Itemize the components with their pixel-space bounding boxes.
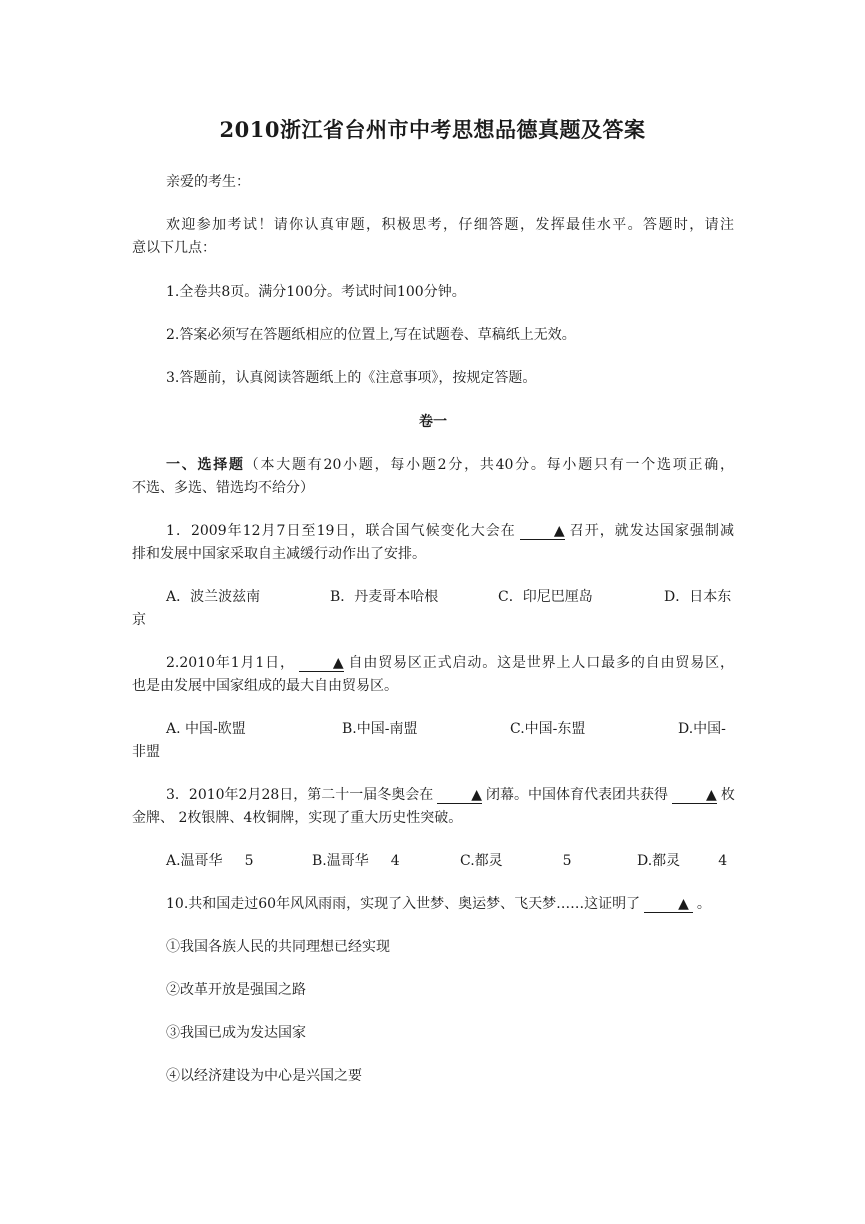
note-3: 3.答题前，认真阅读答题纸上的《注意事项》，按规定答题。 (166, 370, 537, 386)
q10-statement-3: ③我国已成为发达国家 (166, 1025, 306, 1041)
q3-option-b-count: 4 (390, 853, 400, 869)
q3-blank-2: ▲ (672, 787, 717, 804)
q2-option-a: A. 中国-欧盟 (166, 721, 246, 737)
q3-stem-b: 闭幕。中国体育代表团共获得 (486, 787, 669, 803)
q10-stem-b: 。 (696, 896, 711, 912)
q3-option-b (312, 850, 400, 873)
q3-option-b-place: B.温哥华 (312, 853, 369, 869)
q2-options (132, 718, 734, 741)
q10-statement-1: ①我国各族人民的共同理想已经实现 (166, 939, 390, 955)
q1-blank: ▲ (520, 523, 565, 540)
q2-stem-b: 自由贸易区正式启动。这是世界上人口最多的自由贸易区， (347, 655, 734, 671)
q1-option-d: D．日本东 (664, 589, 732, 605)
q3-option-c-place: C.都灵 (460, 853, 503, 869)
q2-blank: ▲ (299, 655, 344, 672)
note-1: 1.全卷共8页。满分100分。考试时间100分钟。 (166, 284, 466, 300)
q2-stem-a: 2.2010年1月1日， (166, 655, 295, 671)
part-instructions-line-1 (132, 454, 734, 477)
q1-stem-line-1 (132, 520, 734, 543)
q2-option-b: B.中国-南盟 (342, 721, 418, 737)
q3-option-d-place: D.都灵 (637, 853, 681, 869)
q3-option-c-count: 5 (562, 853, 572, 869)
q3-stem-c: 枚 (720, 787, 735, 803)
q1-option-c: C．印尼巴厘岛 (498, 589, 593, 605)
part-desc-1: （本大题有20小题，每小题2分，共40分。每小题只有一个选项正确， (244, 457, 734, 473)
intro-line-1: 欢迎参加考试！请你认真审题，积极思考，仔细答题，发挥最佳水平。答题时，请注 (166, 217, 734, 233)
note-2: 2.答案必须写在答题纸相应的位置上,写在试题卷、草稿纸上无效。 (166, 327, 576, 343)
q3-options (132, 850, 734, 873)
q3-option-a (166, 850, 253, 873)
q3-blank-1: ▲ (437, 787, 482, 804)
q1-options (132, 586, 734, 609)
q2-stem-line-2: 也是由发展中国家组成的最大自由贸易区。 (132, 678, 398, 694)
q1-stem-a: 1．2009年12月7日至19日，联合国气候变化大会在 (166, 523, 516, 539)
q10-statement-4: ④以经济建设为中心是兴国之要 (166, 1068, 362, 1084)
q2-option-wrap: 非盟 (132, 744, 160, 760)
q10-blank: ▲ (644, 896, 693, 913)
q3-option-d (637, 850, 727, 873)
q2-option-d: D.中国- (678, 721, 726, 737)
q2-stem-line-1 (132, 652, 734, 675)
q1-option-a: A．波兰波兹南 (166, 589, 261, 605)
q10-stem (132, 893, 734, 916)
q1-option-b: B．丹麦哥本哈根 (330, 589, 439, 605)
q1-stem-line-2: 排和发展中国家采取自主减缓行动作出了安排。 (132, 546, 426, 562)
greeting: 亲爱的考生： (166, 174, 250, 190)
part-instructions-line-2: 不选、多选、错选均不给分） (132, 480, 314, 496)
q3-option-c (460, 850, 572, 873)
q10-statement-2: ②改革开放是强国之路 (166, 982, 306, 998)
q3-option-d-count: 4 (718, 853, 728, 869)
page-title: 2010浙江省台州市中考思想品德真题及答案 (219, 117, 646, 142)
part-title: 一、选择题 (166, 457, 245, 473)
q3-option-a-place: A.温哥华 (166, 853, 223, 869)
q1-stem-b: 召开，就发达国家强制减 (568, 523, 735, 539)
intro-line-2: 意以下几点： (132, 240, 216, 256)
section-label: 卷一 (419, 414, 447, 430)
q10-stem-a: 10.共和国走过60年风风雨雨，实现了入世梦、奥运梦、飞天梦……这证明了 (166, 896, 641, 912)
q3-option-a-count: 5 (244, 853, 254, 869)
q1-option-wrap: 京 (132, 612, 146, 628)
q3-stem-a: 3．2010年2月28日，第二十一届冬奥会在 (166, 787, 434, 803)
q3-stem-line-1 (132, 784, 734, 807)
q2-option-c: C.中国-东盟 (510, 721, 586, 737)
q3-stem-line-2: 金牌、 2枚银牌、4枚铜牌，实现了重大历史性突破。 (132, 810, 463, 826)
